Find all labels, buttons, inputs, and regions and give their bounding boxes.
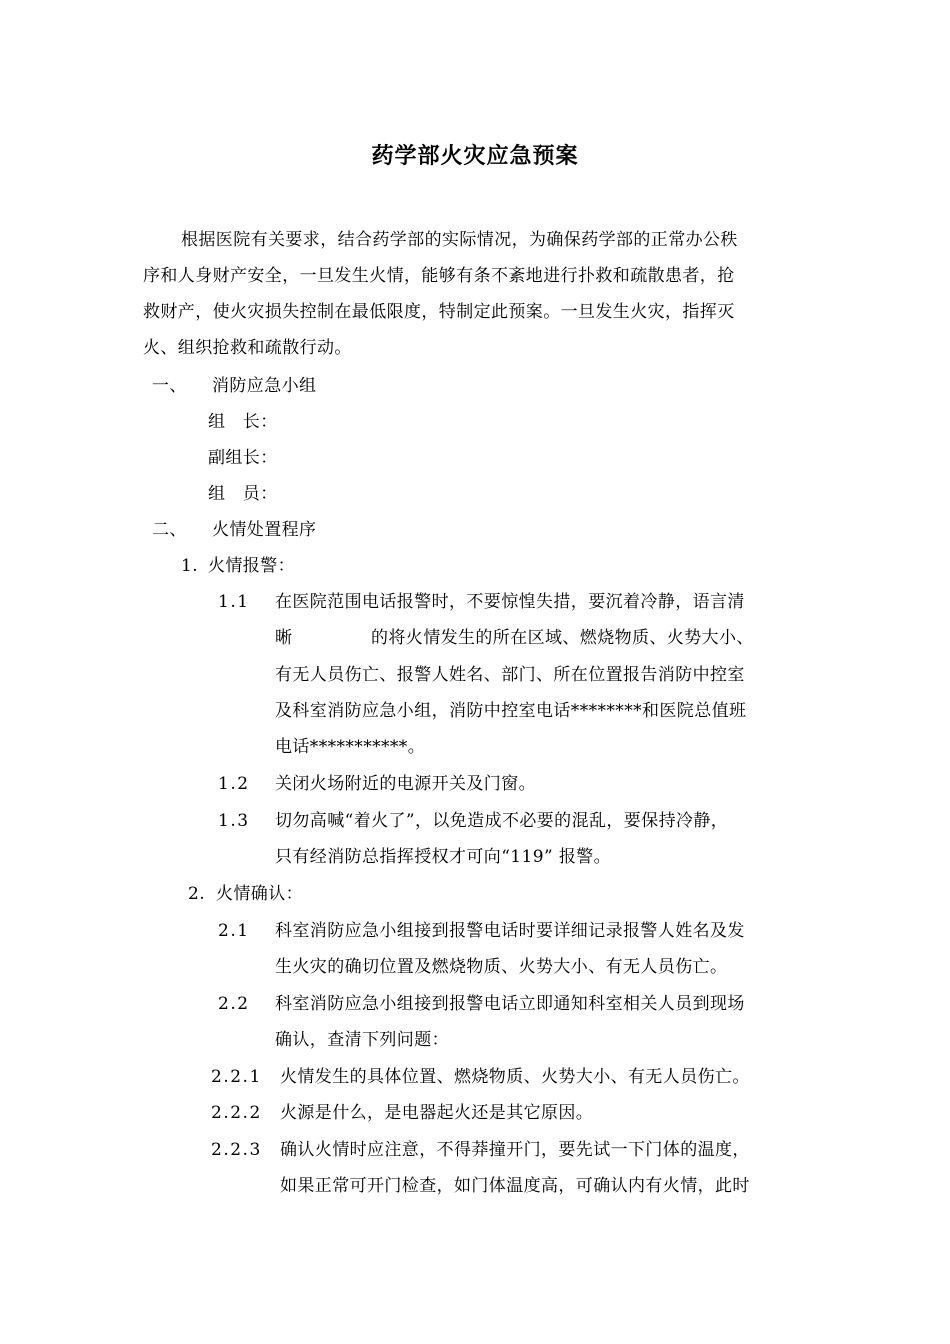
clause-2-1-line-2: 生火灾的确切位置及燃烧物质、火势大小、有无人员伤亡。 (275, 957, 728, 977)
clause-1-3-number: 1.3 (218, 811, 250, 831)
clause-2-1-number: 2.1 (218, 921, 250, 941)
clause-1-1-line-2b: 的将火情发生的所在区域、燃烧物质、火势大小、 (371, 628, 754, 648)
clause-2-2-2-line-1: 火源是什么，是电器起火还是其它原因。 (280, 1103, 594, 1123)
clause-2-2-3-number: 2.2.3 (211, 1140, 262, 1160)
clause-1-1-line-1: 在医院范围电话报警时，不要惊惶失措，要沉着冷静，语言清 (275, 592, 745, 612)
clause-2-2-1-number: 2.2.1 (211, 1067, 262, 1087)
clause-2-1-line-1: 科室消防应急小组接到报警电话时要详细记录报警人姓名及发 (275, 921, 745, 941)
clause-2-2-number: 2.2 (218, 994, 250, 1014)
clause-1-2-number: 1.2 (218, 774, 250, 794)
clause-2-2-2-number: 2.2.2 (211, 1103, 262, 1123)
clause-1-3-line-1: 切勿高喊“着火了”，以免造成不必要的混乱，要保持冷静， (275, 811, 729, 831)
clause-2-2-3-line-2: 如果正常可开门检查，如门体温度高，可确认内有火情，此时 (280, 1176, 750, 1196)
clause-1-2-line-1: 关闭火场附近的电源开关及门窗。 (275, 774, 536, 794)
clause-1-1-line-2a: 晰 (275, 628, 293, 648)
clause-1-3-line-2: 只有经消防总指挥授权才可向“119” 报警。 (275, 847, 612, 867)
vice-leader-label: 副组长： (208, 448, 278, 468)
intro-line-3: 救财产，使火灾损失控制在最低限度，特制定此预案。一旦发生火灾，指挥灭 (143, 302, 735, 322)
section-2-title: 火情处置程序 (212, 520, 317, 540)
clause-1-1-line-5: 电话***********。 (275, 737, 426, 757)
clause-1-1-number: 1.1 (218, 592, 250, 612)
members-label: 组 员： (208, 484, 278, 504)
item-1-number: 1. (181, 556, 199, 576)
item-1-title: 火情报警： (208, 556, 295, 576)
intro-line-1: 根据医院有关要求，结合药学部的实际情况，为确保药学部的正常办公秩 (181, 230, 738, 250)
leader-label: 组 长： (208, 412, 278, 432)
clause-2-2-line-1: 科室消防应急小组接到报警电话立即通知科室相关人员到现场 (275, 994, 745, 1014)
clause-2-2-3-line-1: 确认火情时应注意，不得莽撞开门，要先试一下门体的温度， (280, 1140, 750, 1160)
clause-2-2-line-2: 确认，查清下列问题： (275, 1030, 449, 1050)
item-2-title: 火情确认： (216, 884, 303, 904)
section-1-title: 消防应急小组 (212, 376, 317, 396)
item-2-number: 2. (188, 884, 206, 904)
intro-line-2: 序和人身财产安全，一旦发生火情，能够有条不紊地进行扑救和疏散患者，抢 (143, 266, 735, 286)
section-1-number: 一、 (152, 376, 187, 396)
clause-2-2-1-line-1: 火情发生的具体位置、燃烧物质、火势大小、有无人员伤亡。 (280, 1067, 750, 1087)
section-2-number: 二、 (152, 520, 187, 540)
clause-1-1-line-3: 有无人员伤亡、报警人姓名、部门、所在位置报告消防中控室 (275, 665, 745, 685)
document-title: 药学部火灾应急预案 (371, 144, 579, 169)
intro-line-4: 火、组织抢救和疏散行动。 (143, 338, 352, 358)
clause-1-1-line-4: 及科室消防应急小组，消防中控室电话********和医院总值班 (275, 701, 747, 721)
